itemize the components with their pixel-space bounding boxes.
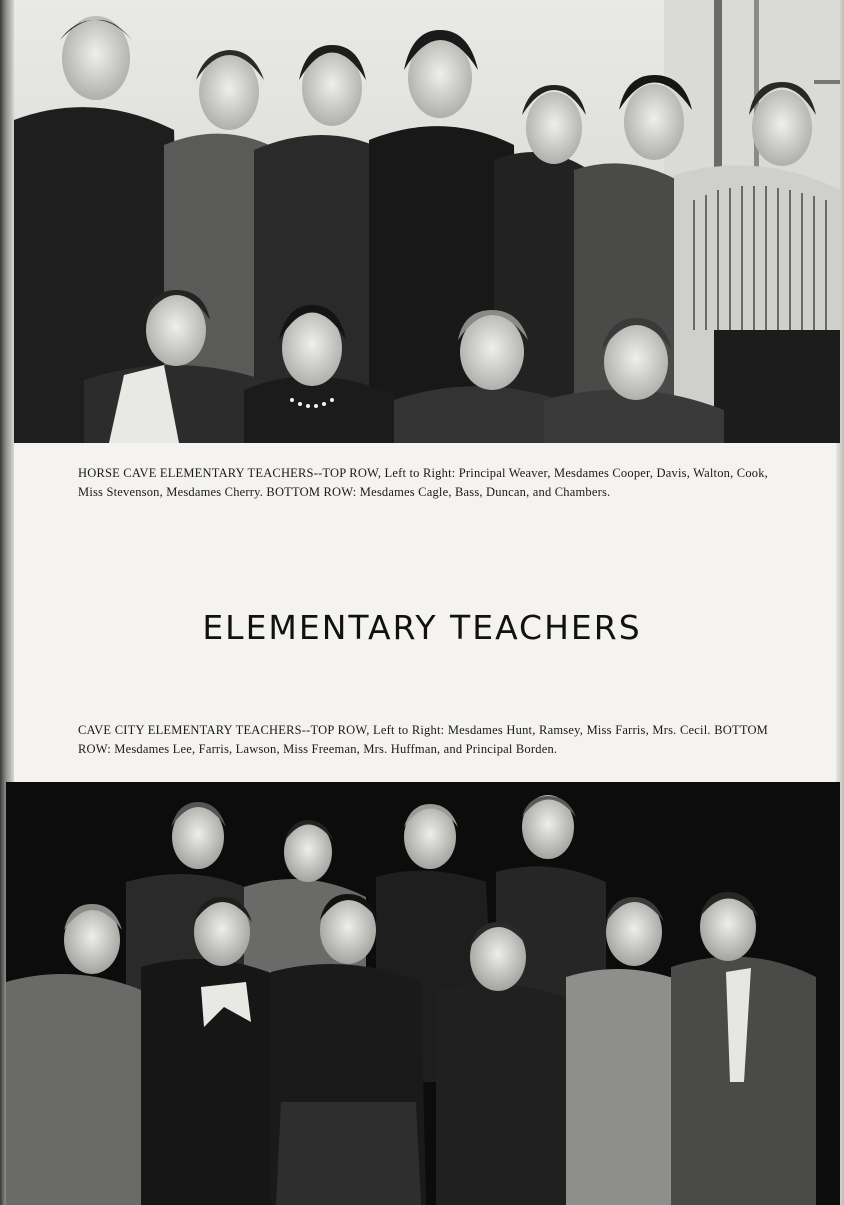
horse-cave-photo-image (14, 0, 840, 443)
cave-city-photo-image (6, 782, 840, 1205)
cave-city-teachers-photo (6, 782, 840, 1205)
horse-cave-caption: HORSE CAVE ELEMENTARY TEACHERS--TOP ROW, Left to Right: Principal Weaver, Mesdames Cooper, Davis, Walton, Cook, Miss Stevenson, Mesdames Cherry. BOTTOM ROW: Mesdames Cagle, Bass, Duncan, and Chambers. (78, 465, 768, 499)
horse-cave-teachers-photo (14, 0, 840, 443)
cave-city-caption: CAVE CITY ELEMENTARY TEACHERS--TOP ROW, Left to Right: Mesdames Hunt, Ramsey, Miss Farris, Mrs. Cecil. BOTTOM ROW: Mesdames Lee, Farris, Lawson, Miss Freeman, Mrs. Huffman, and Principal Borden. (78, 722, 768, 756)
page-title: ELEMENTARY TEACHERS (202, 608, 642, 648)
